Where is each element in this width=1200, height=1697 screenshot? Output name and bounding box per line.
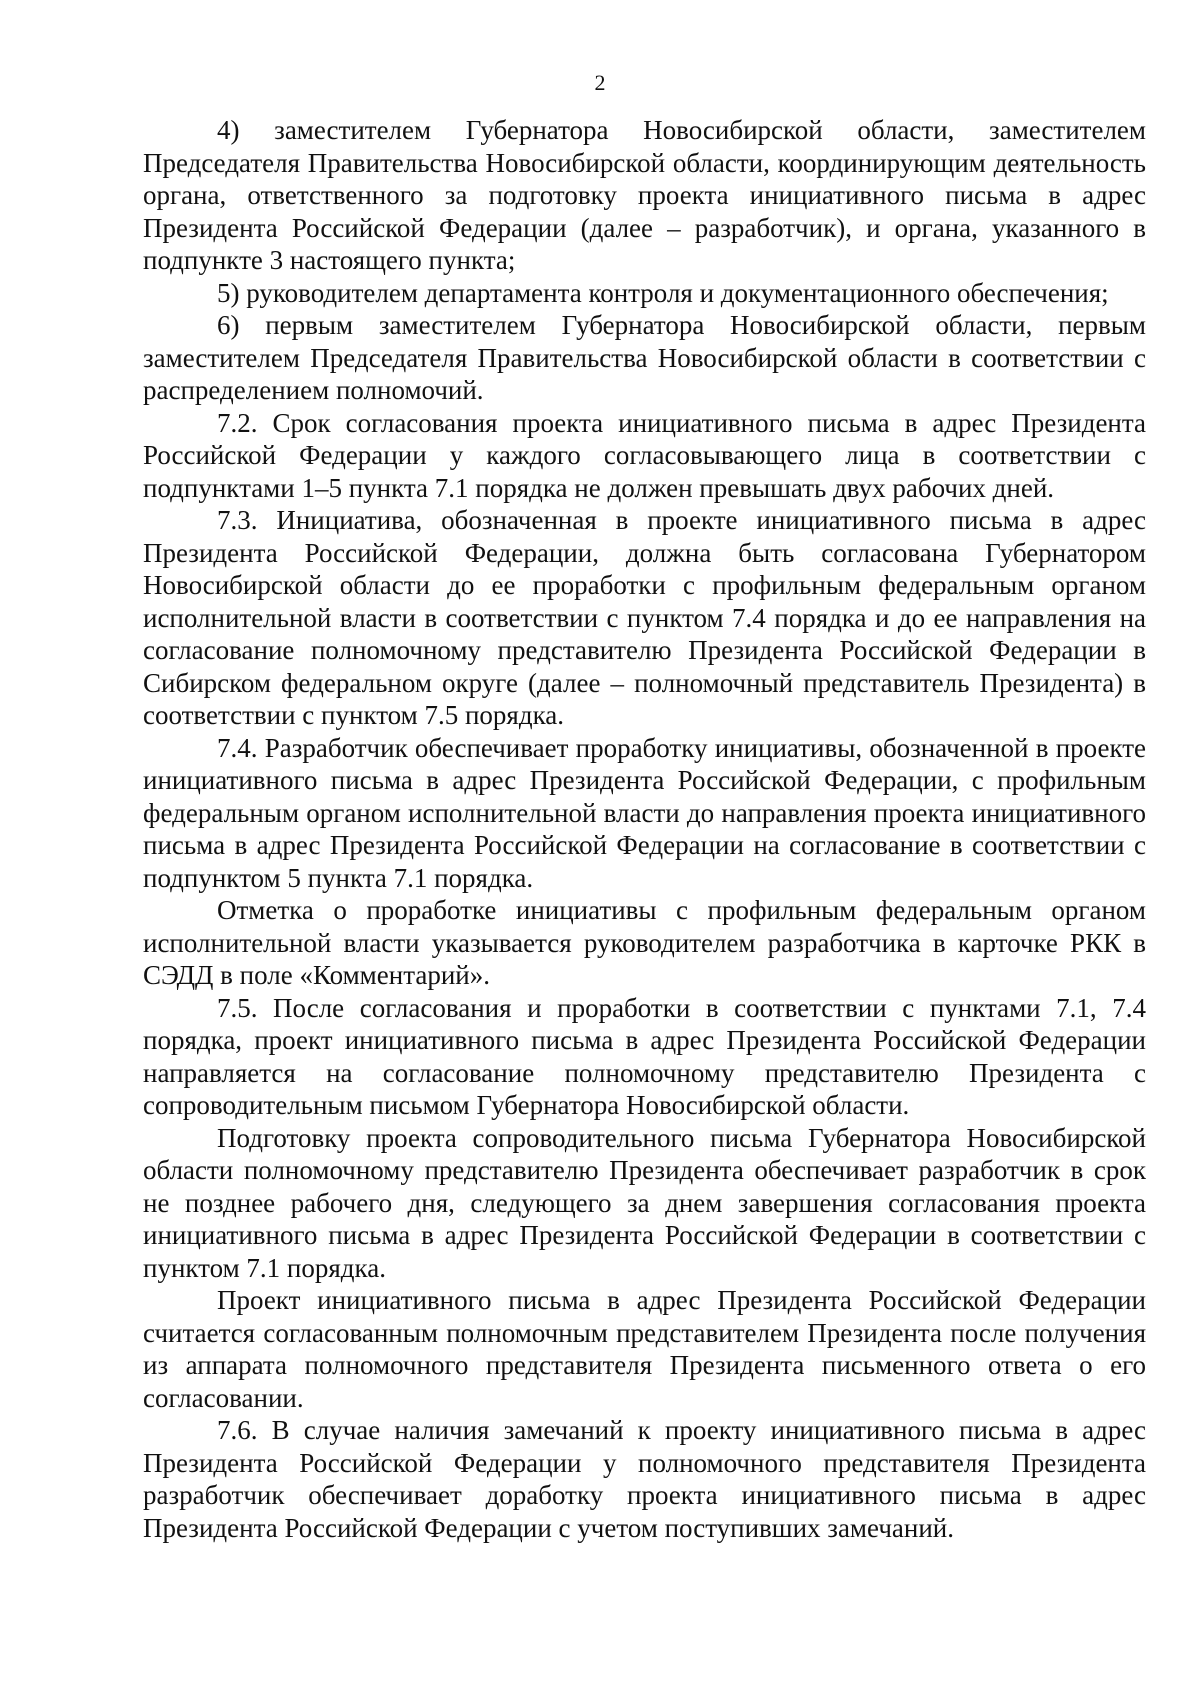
page-number: 2 [594, 70, 606, 95]
paragraph-7-5: 7.5. После согласования и проработки в соответствии с пунктами 7.1, 7.4 порядка, проект инициативного письма в адрес Президента Российской Федерации направляется на согласование полномочному представителю Президента с сопроводительным письмом Губернатора Новосибирской области. [143, 992, 1146, 1120]
paragraph-7-6: 7.6. В случае наличия замечаний к проекту инициативного письма в адрес Президента Российской Федерации у полномочного представителя Президента разработчик обеспечивает доработку проекта инициативного письма в адрес Президента Российской Федерации с учетом поступивших замечаний. [143, 1415, 1146, 1543]
paragraph-7-4: 7.4. Разработчик обеспечивает проработку инициативы, обозначенной в проекте инициативного письма в адрес Президента Российской Федерации, с профильным федеральным органом исполнительной власти до направления проекта инициативного письма в адрес Президента Российской Федерации на согласование в соответствии с подпунктом 5 пункта 7.1 порядка. [143, 732, 1146, 893]
paragraph-7-5-cover-letter: Подготовку проекта сопроводительного письма Губернатора Новосибирской области полномочному представителю Президента обеспечивает разработчик в срок не позднее рабочего дня, следующего за днем завершения согласования проекта инициативного письма в адрес Президента Российской Федерации в соответствии с пунктом 7.1 порядка. [143, 1122, 1146, 1283]
paragraph-7-5-approval: Проект инициативного письма в адрес Президента Российской Федерации считается согласованным полномочным представителем Президента после получения из аппарата полномочного представителя Президента письменного ответа о его согласовании. [143, 1285, 1146, 1413]
paragraph-7-2: 7.2. Срок согласования проекта инициативного письма в адрес Президента Российской Федерации у каждого согласовывающего лица в соответствии с подпунктами 1–5 пункта 7.1 порядка не должен превышать двух рабочих дней. [143, 407, 1146, 503]
paragraph-7-4-note: Отметка о проработке инициативы с профильным федеральным органом исполнительной власти указывается руководителем разработчика в карточке РКК в СЭДД в поле «Комментарий». [143, 895, 1146, 990]
paragraph-item-4: 4) заместителем Губернатора Новосибирской области, заместителем Председателя Правительства Новосибирской области, координирующим деятельность органа, ответственного за подготовку проекта инициативного письма в адрес Президента Российской Федерации (далее – разработчик), и органа, указанного в подпункте 3 настоящего пункта; [143, 115, 1146, 275]
paragraph-item-5: 5) руководителем департамента контроля и документационного обеспечения; [217, 277, 1109, 308]
document-body [143, 114, 1146, 1544]
paragraph-item-6: 6) первым заместителем Губернатора Новосибирской области, первым заместителем Председателя Правительства Новосибирской области в соответствии с распределением полномочий. [143, 310, 1146, 405]
paragraph-7-3: 7.3. Инициатива, обозначенная в проекте инициативного письма в адрес Президента Российской Федерации, должна быть согласована Губернатором Новосибирской области до ее проработки с профильным федеральным органом исполнительной власти в соответствии с пунктом 7.4 порядка и до ее направления на согласование полномочному представителю Президента Российской Федерации в Сибирском федеральном округе (далее – полномочный представитель Президента) в соответствии с пунктом 7.5 порядка. [143, 505, 1146, 730]
